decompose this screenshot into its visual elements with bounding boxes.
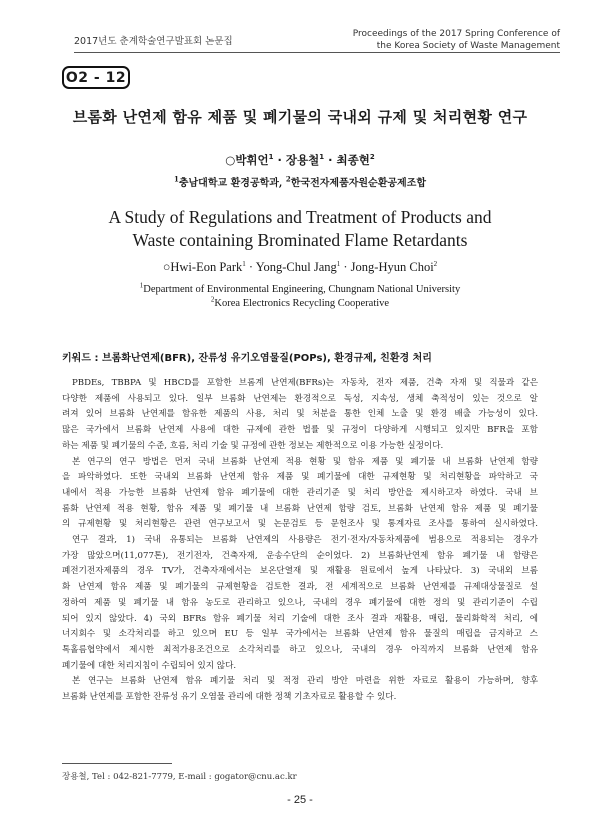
body-line: 본 연구의 연구 방법은 먼저 국내 브롬화 난연제 적용 현황 및 함유 제품 및 폐기물 내 브롬화 난연제 함량 (72, 456, 538, 467)
affil-en-1-sup: 1 (139, 281, 144, 290)
author-ko-2-sup: 1 (319, 153, 325, 162)
affil-en-2: Korea Electronics Recycling Cooperative (214, 298, 390, 309)
body-line: PBDEs, TBBPA 및 HBCD를 포함한 브롬계 난연제(BFRs)는 자동차, 전자 제품, 건축 자재 및 직물과 같은 (72, 378, 538, 388)
affil-ko-1-sup: 1 (173, 174, 179, 184)
body-line: 내에서 적용 가능한 브롬화 난연제 함유 폐기물에 대한 관리기준 및 처리 방안을 제시하고자 하였다. 국내 브 (62, 487, 538, 498)
author-ko-3-sup: 2 (369, 153, 375, 162)
body-line: 의 규제현황 및 처리현황은 관련 연구보고서 및 논문검토 등 문헌조사 및 통계자료 조사를 통하여 실시하였다. (62, 519, 538, 530)
footnote-divider (62, 763, 172, 764)
corresponding-author-footnote: 장용철, Tel : 042-821-7779, E-mail : gogator@cnu.ac.kr (62, 772, 297, 782)
korean-title: 브롬화 난연제 함유 제품 및 폐기물의 국내외 규제 및 처리현황 연구 (72, 108, 528, 126)
body-line: 너지회수 및 소각처리를 하고 있으며 EU 등 일부 국가에서는 브롬화 난연제 함유 물질의 매립을 금지하고 스 (62, 629, 538, 640)
author-en-2-sup: 1 (336, 259, 341, 268)
body-line: 정하여 제품 및 폐기물 내 함유 농도로 관리하고 있으나, 국내의 경우 폐기물에 대한 정의 및 관리기준이 수립 (62, 597, 538, 608)
body-line: 을 파악하였다. 또한 국내외 브롬화 난연제 함유 제품 및 폐기물에 대한 규제현황 및 처리현황을 파악하고 국 (62, 472, 538, 483)
affil-ko-2: 한국전자제품자원순환공제조합 (290, 178, 427, 189)
presenter-mark: ○ (225, 153, 236, 167)
author-separator: · (273, 153, 286, 167)
author-en-1: Hwi-Eon Park (170, 260, 243, 274)
english-title (60, 206, 540, 252)
body-line: 연구 결과, 1) 국내 유통되는 브롬화 난연제의 사용량은 전기·전자/자동차제품에 범용으로 적용되는 경우가 (72, 535, 538, 546)
author-en-1-sup: 1 (242, 259, 246, 268)
affil-en-1-line (0, 283, 600, 297)
body-line: 되어 있지 않았다. 4) 국외 BFRs 함유 폐기물 처리 기술에 대한 조사 결과 재활용, 매립, 물리화학적 처리, 에 (62, 613, 538, 624)
author-ko-2: 장용철 (285, 153, 320, 167)
header-divider (74, 52, 560, 53)
english-affiliations (0, 283, 600, 311)
korean-authors (0, 152, 600, 168)
affil-en-2-line (0, 297, 600, 311)
keywords: 키워드 : 브롬화난연제(BFR), 잔류성 유기오염물질(POPs), 환경규제, 친환경 처리 (62, 353, 432, 364)
affil-en-2-sup: 2 (210, 295, 215, 304)
english-title-line2: Waste containing Brominated Flame Retardants (132, 230, 468, 250)
english-authors (0, 260, 600, 275)
author-ko-1-sup: 1 (268, 153, 274, 162)
affil-ko-2-sup: 2 (285, 174, 291, 184)
header-right-line1: Proceedings of the 2017 Spring Conference of (352, 29, 560, 39)
author-separator: · (245, 260, 256, 274)
author-separator: · (340, 260, 351, 274)
author-ko-3: 최종현 (336, 153, 370, 167)
body-line: 려져 있어 브롬화 난연제를 함유한 제품의 사용, 처리 및 처분을 통한 인체 노출 및 환경 배출 가능성이 있다. (62, 409, 538, 420)
body-line: 본 연구는 브롬화 난연제 함유 폐기물 처리 및 적정 관리 방안 마련을 위한 자료로 활용이 가능하며, 향후 (72, 676, 538, 687)
affil-ko-1: 충남대학교 환경공학과, (178, 178, 283, 189)
body-line: 롬화 난연제 적용 현황, 함유 제품 및 폐기물 내 브롬화 난연제 함량 검토, 브롬화 난연제 함유 제품 및 폐기물 (62, 503, 538, 514)
korean-affiliations (0, 174, 600, 189)
running-header-left: 2017년도 춘계학술연구발표회 논문집 (74, 36, 233, 47)
body-line: 브롬화 난연제를 포함한 잔류성 유기 오염물 관리에 대한 정책 기초자료로 활용할 수 있다. (62, 692, 397, 703)
presenter-mark: ○ (162, 260, 171, 274)
body-line: 폐전기전자제품의 경우 TV가, 건축자재에서는 보온단열재 및 재활용 원료에서 높게 나타났다. 3) 국내외 브롬 (62, 566, 538, 577)
session-code-badge: O2 - 12 (62, 66, 130, 89)
body-line: 하는 제품 및 폐기물의 수준, 흐름, 처리 기술 및 규정에 관한 정보는 제한적으로 이용 가능한 실정이다. (62, 440, 444, 451)
english-title-line1: A Study of Regulations and Treatment of Products and (108, 207, 492, 227)
header-right-line2: the Korea Society of Waste Management (376, 41, 560, 51)
author-en-3: Jong-Hyun Choi (350, 260, 434, 274)
body-line: 많은 국가에서 브롬화 난연제 사용에 대한 규제에 관한 법률 및 규정이 다양하게 시행되고 있지만 BFR을 포함 (62, 425, 538, 436)
body-line: 가장 많았으며(11,077톤), 전기전자, 건축자재, 운송수단의 순이었다. 2) 브롬화난연제 함유 폐기물 내 함량은 (62, 550, 538, 561)
author-separator: · (324, 153, 337, 167)
author-ko-1: 박휘언 (235, 153, 269, 167)
author-en-3-sup: 2 (433, 259, 438, 268)
body-line: 다양한 제품에 사용되고 있다. 일부 브롬화 난연제는 환경적으로 독성, 지속성, 생체 축적성이 있는 것으로 알 (62, 393, 538, 404)
page-number: - 25 - (287, 794, 313, 806)
abstract-body (62, 376, 538, 706)
running-header-right (353, 28, 560, 52)
affil-en-1: Department of Environmental Engineering, Chungnam National University (143, 284, 461, 295)
author-en-2: Yong-Chul Jang (255, 260, 337, 274)
body-line: 폐기물에 대한 처리지침이 수립되어 있지 않다. (62, 660, 237, 671)
body-line: 화 난연제 함유 제품 및 폐기물의 규제현황을 검토한 결과, 전 세계적으로 브롬화 난연제를 규제대상물질로 설 (62, 582, 538, 593)
body-line: 톡홀름협약에서 제시한 최적가용조건으로 소각처리를 하고 있으나, 국내의 경우 아직까지 브롬화 난연제 함유 (62, 644, 538, 655)
